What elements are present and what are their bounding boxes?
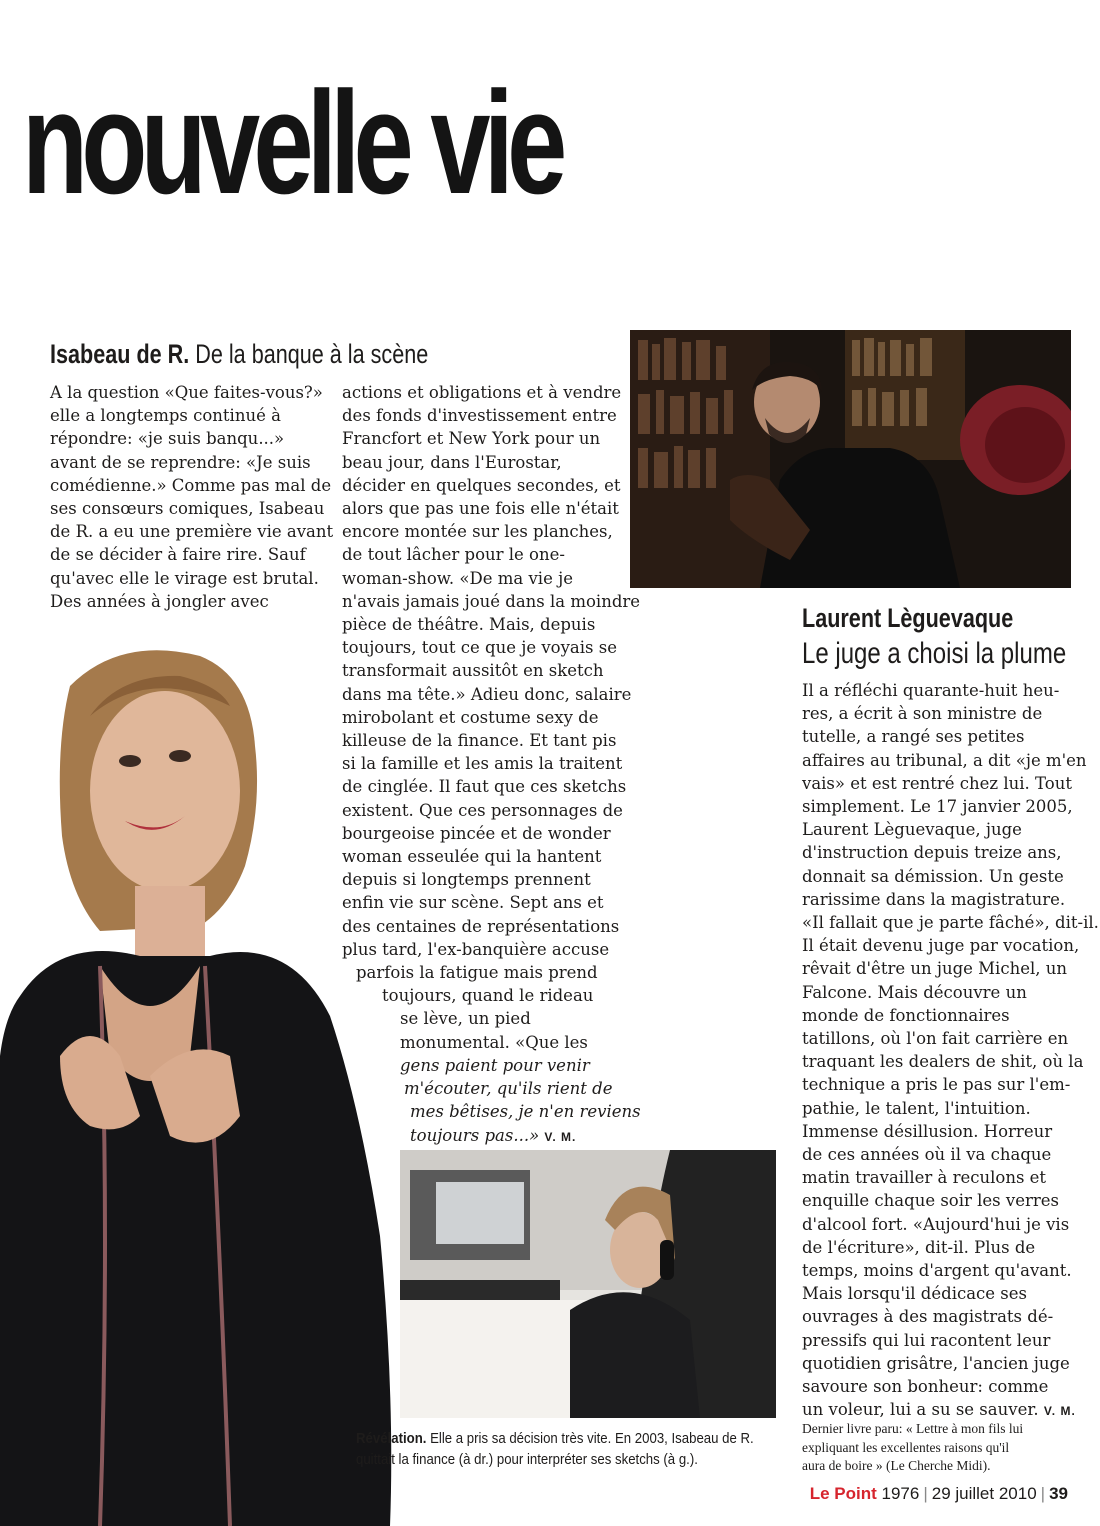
text-line: Il a réfléchi quarante-huit heu- <box>802 681 1060 700</box>
text-line: de R. a eu une première vie avant <box>50 522 334 542</box>
article1-subtitle: De la banque à la scène <box>195 339 429 369</box>
text-line: ses consœurs comiques, Isabeau <box>50 499 325 519</box>
page-number: 39 <box>1049 1484 1068 1503</box>
text-line: donnait sa démission. Un geste <box>802 866 1064 886</box>
article2-body <box>802 679 1099 1424</box>
text-line: avant de se reprendre: «Je suis <box>50 452 311 472</box>
issue-number: 1976 <box>881 1484 920 1503</box>
text-line: alors que pas une fois elle n'était <box>342 499 619 519</box>
text-line: quotidien grisâtre, l'ancien juge <box>802 1353 1070 1373</box>
article1-column-1 <box>50 381 333 613</box>
caption-line-1 <box>356 1428 754 1449</box>
text-line: killeuse de la finance. Et tant pis <box>342 731 617 751</box>
text-line: de cinglée. Il faut que ces sketchs <box>342 777 627 797</box>
text-line: vais» et est rentré chez lui. Tout <box>802 773 1072 793</box>
text-line: de tout lâcher pour le one- <box>342 545 565 565</box>
text-line: pathie, le talent, l'intuition. <box>802 1098 1031 1118</box>
text-line: savoure son bonheur: comme <box>802 1377 1049 1397</box>
text-line: d'alcool fort. «Aujourd'hui je vis <box>802 1214 1070 1234</box>
text-fragment: un voleur, lui a su se sauver. <box>802 1400 1039 1420</box>
text-line: Il était devenu juge par vocation, <box>802 936 1080 956</box>
text-line: d'instruction depuis treize ans, <box>802 843 1062 863</box>
page-footer <box>810 1484 1068 1504</box>
footer-divider: | <box>1040 1484 1046 1503</box>
article1-name: Isabeau de R. <box>50 339 190 369</box>
text-line: Falcone. Mais découvre un <box>802 982 1027 1002</box>
text-line: enfin vie sur scène. Sept ans et <box>342 893 604 913</box>
note-line: aura de boire » (Le Cherche Midi). <box>802 1458 991 1473</box>
text-line: de ces années où il va chaque <box>802 1145 1052 1165</box>
text-line: Francfort et New York pour un <box>342 429 601 449</box>
text-line: toujours, tout ce que je voyais se <box>342 638 617 658</box>
text-line: transformait aussitôt en sketch <box>342 661 604 681</box>
text-line: qu'avec elle le virage est brutal. <box>50 568 319 588</box>
text-line: Mais lorsqu'il dédicace ses <box>802 1284 1028 1304</box>
text-line: pièce de théâtre. Mais, depuis <box>342 615 596 635</box>
article2-signature: V. M. <box>1043 1404 1076 1419</box>
text-line: bourgeoise pincée et de wonder <box>342 823 611 843</box>
magazine-brand: Le Point <box>809 1484 877 1503</box>
text-line: monde de fonctionnaires <box>802 1005 1010 1025</box>
judge-photo-graphic <box>630 330 1071 588</box>
footer-divider: | <box>923 1484 928 1503</box>
text-line: existent. Que ces personnages de <box>342 800 623 820</box>
text-line: répondre: «je suis banqu...» <box>50 429 285 449</box>
caption-lead: Révélation. <box>356 1430 427 1447</box>
text-line: res, a écrit à son ministre de <box>802 704 1043 724</box>
text-line: gens paient pour venir <box>400 1055 590 1075</box>
judge-photo <box>630 330 1071 588</box>
text-line: elle a longtemps continué à <box>50 406 281 426</box>
office-photo-graphic <box>400 1150 776 1418</box>
text-line: rêvait d'être un juge Michel, un <box>802 959 1067 979</box>
note-line: Dernier livre paru: « Lettre à mon fils lui <box>802 1421 1024 1436</box>
note-line: expliquant les excellentes raisons qu'il <box>802 1439 1010 1455</box>
text-line: woman esseulée qui la hantent <box>342 847 602 867</box>
text-line: affaires au tribunal, a dit «je m'en <box>802 750 1087 770</box>
text-line: mes bêtises, je n'en reviens <box>410 1102 641 1122</box>
text-line: n'avais jamais joué dans la moindre <box>342 591 641 611</box>
comedian-photo <box>0 636 400 1526</box>
text-line: plus tard, l'ex-banquière accuse <box>342 939 610 959</box>
text-line: des fonds d'investissement entre <box>342 406 617 426</box>
text-line: woman-show. «De ma vie je <box>342 568 573 588</box>
text-line: pressifs qui lui racontent leur <box>802 1330 1051 1350</box>
text-line: des centaines de représentations <box>342 916 620 936</box>
text-line: technique a pris le pas sur l'em- <box>802 1075 1071 1095</box>
article2-title <box>802 600 1066 672</box>
text-line: matin travailler à reculons et <box>802 1168 1047 1188</box>
text-line: «Il fallait que je parte fâché», dit-il. <box>802 913 1099 933</box>
text-line: Des années à jongler avec <box>50 591 269 611</box>
text-line: Immense désillusion. Horreur <box>802 1121 1053 1141</box>
photo-caption <box>356 1428 754 1470</box>
text-line: tutelle, a rangé ses petites <box>802 727 1025 747</box>
text-line: se lève, un pied <box>400 1009 531 1029</box>
text-line: A la question «Que faites-vous?» <box>50 383 323 402</box>
text-line: dans ma tête.» Adieu donc, salaire <box>342 684 632 704</box>
book-note <box>802 1420 1023 1476</box>
caption-text-2: quittait la finance (à dr.) pour interpréter ses sketchs (à g.). <box>356 1451 698 1468</box>
text-line: monumental. «Que les <box>400 1032 588 1052</box>
article2-name: Laurent Lèguevaque <box>802 603 1014 633</box>
caption-text-1: Elle a pris sa décision très vite. En 2003, Isabeau de R. <box>430 1430 754 1447</box>
text-line: temps, moins d'argent qu'avant. <box>802 1261 1072 1281</box>
text-line: rarissime dans la magistrature. <box>802 889 1066 909</box>
text-line: si la famille et les amis la traitent <box>342 754 623 774</box>
text-line: parfois la fatigue mais prend <box>356 963 598 983</box>
issue-date: 29 juillet 2010 <box>931 1484 1037 1503</box>
text-line: toujours, quand le rideau <box>382 986 594 1006</box>
article2-subtitle: Le juge a choisi la plume <box>802 637 1067 670</box>
text-line: depuis si longtemps prennent <box>342 870 591 890</box>
text-line: ouvrages à des magistrats dé- <box>802 1307 1054 1327</box>
text-line: tatillons, où l'on fait carrière en <box>802 1029 1069 1049</box>
text-line: beau jour, dans l'Eurostar, <box>342 452 562 472</box>
text-line: traquant les dealers de shit, où la <box>802 1052 1084 1072</box>
text-line: Laurent Lèguevaque, juge <box>802 820 1022 840</box>
text-fragment: toujours pas...» <box>410 1125 540 1145</box>
text-line: actions et obligations et à vendre <box>342 383 622 402</box>
text-line: comédienne.» Comme pas mal de <box>50 475 332 495</box>
headline: nouvelle vie <box>22 61 561 224</box>
text-line: de se décider à faire rire. Sauf <box>50 545 306 565</box>
office-photo <box>400 1150 776 1418</box>
text-line: mirobolant et costume sexy de <box>342 707 599 727</box>
article1-signature: V. M. <box>544 1129 577 1144</box>
text-line: décider en quelques secondes, et <box>342 475 621 495</box>
text-line: enquille chaque soir les verres <box>802 1191 1059 1211</box>
text-line: m'écouter, qu'ils rient de <box>404 1079 613 1099</box>
text-line: de l'écriture», dit-il. Plus de <box>802 1237 1036 1257</box>
text-line: simplement. Le 17 janvier 2005, <box>802 797 1073 817</box>
comedian-photo-graphic <box>0 636 400 1526</box>
article1-title <box>50 338 428 370</box>
text-line: encore montée sur les planches, <box>342 522 613 542</box>
